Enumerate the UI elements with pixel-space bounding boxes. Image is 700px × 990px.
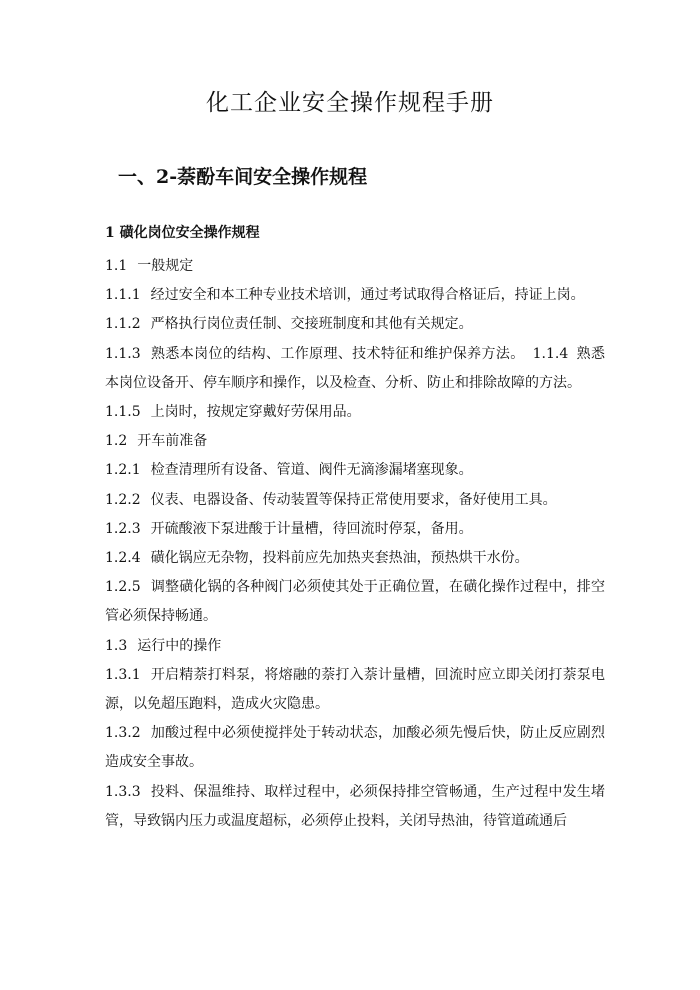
paragraph-1-1-2	[105, 310, 605, 339]
clause-text: 熟悉本岗位的结构、工作原理、技术特征和维护保养方法。	[150, 345, 525, 362]
clause-number: 1.1.2	[105, 316, 141, 333]
paragraph-1-2-4	[105, 544, 605, 573]
paragraph-1-1-1	[105, 281, 605, 310]
clause-text: 检查清理所有设备、管道、阀件无滴渗漏堵塞现象。	[150, 462, 473, 479]
clause-number: 1.2.5	[105, 579, 141, 596]
clause-number: 1.3	[105, 637, 128, 654]
clause-number: 1.2	[105, 433, 128, 450]
clause-number: 1.3.1	[105, 666, 141, 683]
clause-text: 磺化锅应无杂物，投料前应先加热夹套热油，预热烘干水份。	[150, 550, 529, 567]
paragraph-1-2-1	[105, 456, 605, 485]
clause-text: 一般规定	[137, 258, 194, 274]
clause-text: 上岗时，按规定穿戴好劳保用品。	[150, 404, 361, 421]
clause-number: 1.1.5	[105, 404, 141, 421]
clause-number: 1.1.4	[532, 345, 569, 362]
clause-text: 开硫酸液下泵进酸于计量槽，待回流时停泵，备用。	[150, 520, 473, 537]
clause-number: 1.1.1	[105, 287, 141, 304]
clause-number: 1.2.3	[105, 520, 141, 537]
document-body	[105, 252, 605, 836]
clause-number: 1.1.3	[105, 345, 141, 362]
clause-text: 调整磺化锅的各种阀门必须使其处于正确位置，在磺化操作过程中，排空管必须保持畅通。	[105, 579, 605, 625]
paragraph-1-3-3	[105, 778, 605, 836]
document-title: 化工企业安全操作规程手册	[206, 90, 494, 116]
clause-text: 开车前准备	[137, 433, 208, 450]
clause-number: 1.3.2	[105, 725, 141, 742]
paragraph-1-2-5	[105, 573, 605, 631]
clause-number: 1.1	[105, 258, 128, 274]
paragraph-1-2	[105, 427, 605, 456]
paragraph-1-2-3	[105, 515, 605, 544]
clause-text: 运行中的操作	[137, 637, 222, 654]
clause-number: 1.2.4	[105, 550, 141, 567]
paragraph-1-3	[105, 632, 605, 661]
paragraph-1-3-1	[105, 661, 605, 719]
clause-text: 熟悉本岗位设备开、停车顺序和操作，以及检查、分析、防止和排除故障的方法。	[105, 345, 606, 391]
section-heading: 1 磺化岗位安全操作规程	[105, 225, 260, 241]
clause-number: 1.2.1	[105, 462, 141, 479]
clause-number: 1.3.3	[105, 783, 141, 800]
paragraph-1-2-2	[105, 486, 605, 515]
clause-number: 1.2.2	[105, 491, 141, 508]
paragraph-1-1-5	[105, 398, 605, 427]
clause-text: 经过安全和本工种专业技术培训，通过考试取得合格证后，持证上岗。	[150, 287, 585, 304]
clause-text: 开启精萘打料泵，将熔融的萘打入萘计量槽，回流时应立即关闭打萘泵电源，以免超压跑料，造成火灾隐患。	[105, 666, 605, 713]
paragraph-1-1-3	[105, 340, 605, 398]
clause-text: 投料、保温维持、取样过程中，必须保持排空管畅通，生产过程中发生堵管，导致锅内压力或温度超标，必须停止投料，关闭导热油，待管道疏通后	[105, 783, 605, 829]
chapter-heading: 一、2-萘酚车间安全操作规程	[118, 166, 368, 188]
paragraph-1-3-2	[105, 719, 605, 777]
paragraph-1-1	[105, 252, 605, 281]
clause-text: 仪表、电器设备、传动装置等保持正常使用要求，备好使用工具。	[150, 491, 557, 508]
clause-text: 严格执行岗位责任制、交接班制度和其他有关规定。	[150, 316, 473, 333]
clause-text: 加酸过程中必须使搅拌处于转动状态，加酸必须先慢后快，防止反应剧烈造成安全事故。	[105, 725, 605, 771]
